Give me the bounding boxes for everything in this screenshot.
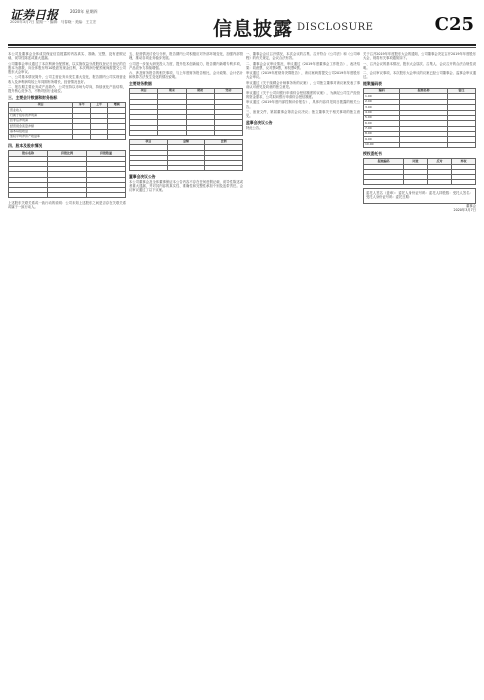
table-cell — [87, 193, 126, 198]
paragraph: 特此公告。 — [246, 125, 263, 130]
table-cell — [205, 166, 243, 171]
table-cell — [403, 180, 427, 185]
table-header-cell: 期末 — [158, 89, 186, 94]
table-cell: 6.00 — [364, 121, 400, 126]
table-cell: 10.00 — [364, 142, 400, 147]
section-heading: 提案编码表 — [363, 81, 382, 87]
table-header-cell: 股东名称 — [9, 151, 48, 156]
paragraph: 关于召开2019年年度股东大会的通知，公司董事会决定召开2019年年度股东大会，现将有关事项通知如下。 — [363, 52, 476, 61]
paragraph: 公司董事会审议通过了本次利润分配预案，以实施权益分派股权登记日登记的总股本为基数，向全体股东每10股派发现金红利，本次利润分配预案尚需提交公司股东大会审议。 — [8, 61, 126, 74]
paragraph: 审议通过《关于公司向银行申请综合授信额度的议案》，为满足公司生产经营的资金需求，公司拟向银行申请综合授信额度。 — [246, 90, 360, 99]
financial-table — [8, 102, 126, 141]
proposal-table — [363, 88, 476, 148]
paragraph: 审议通过《2019年度财务决算报告》，该议案尚需提交公司2019年年度股东大会审议。 — [246, 71, 360, 80]
table-row — [130, 166, 243, 171]
table-row — [364, 142, 476, 147]
table-cell: 经营现金流量净额 — [9, 124, 73, 129]
paragraph: 审议通过《2019年度内部控制评价报告》，具体内容详见同日披露的相关公告。 — [246, 100, 360, 109]
shareholder-table — [8, 150, 126, 198]
paragraph: 审议通过《关于续聘会计师事务所的议案》，公司独立董事对该议案发表了事前认可意见及同意的独立意见。 — [246, 81, 360, 90]
section-heading: 监事会决议公告 — [246, 119, 273, 125]
table-cell — [130, 130, 158, 135]
table-header-cell: 同意 — [403, 159, 427, 164]
masthead-rule-thin — [8, 47, 476, 48]
table-row — [130, 130, 243, 135]
financial-table — [129, 88, 243, 136]
column-4 — [363, 52, 476, 692]
table-cell — [427, 180, 451, 185]
table-row — [9, 135, 126, 140]
table-cell — [130, 166, 168, 171]
table-header-cell: 提案编码 — [364, 159, 404, 164]
financial-table — [129, 139, 243, 171]
table-cell — [451, 180, 475, 185]
table-header-cell: 增减 — [108, 102, 126, 107]
paragraph: 一、召开会议的基本情况，股东大会届次、召集人、会议召开的合法合规性说明。 — [363, 61, 476, 70]
signature-date: 2020年3月7日 — [453, 208, 476, 213]
table-header-cell: 期初 — [186, 89, 214, 94]
table-header-cell: 项目 — [130, 89, 158, 94]
edition-label: 2020年 星期四 — [70, 9, 98, 14]
proxy-vote-table — [363, 158, 476, 185]
table-header-cell: 比例 — [205, 139, 243, 144]
section-heading: 三、主要会计数据和财务指标 — [8, 94, 58, 100]
table-cell: 营业收入 — [9, 108, 73, 113]
section-heading: 授权委托书 — [363, 151, 382, 157]
column-3 — [246, 52, 360, 692]
table-cell: 基本每股收益 — [9, 129, 73, 134]
page-number: C25 — [434, 14, 474, 35]
table-header-cell: 持股比例 — [48, 151, 87, 156]
table-cell — [9, 193, 48, 198]
section-heading: 董事会决议公告 — [129, 174, 156, 180]
paragraph: 一、董事会会议召开情况，本次会议的召集、召开符合《公司法》和《公司章程》的有关规定，会议合法有效。 — [246, 52, 360, 61]
section-title: 信息披露 — [213, 18, 294, 40]
table-cell: 加权平均净资产收益率 — [9, 135, 73, 140]
table-cell: 8.00 — [364, 132, 400, 137]
section-heading: 四、股本及股东情况 — [8, 143, 43, 149]
column-1 — [8, 52, 126, 692]
table-header-cell: 项目 — [130, 139, 168, 144]
section-heading: 主要财务数据 — [129, 81, 152, 87]
table-cell: 7.00 — [364, 126, 400, 131]
paragraph: 二、董事会会议审议情况，审议通过《2019年度董事会工作报告》，表决结果：同意票，反对票0票，弃权票0票。 — [246, 61, 360, 70]
table-header-cell: 变动 — [214, 89, 242, 94]
table-cell — [447, 142, 475, 147]
paragraph: 一、公司基本情况简介，公司主营业务未发生重大变化，报告期内公司实现营业收入及净利润均较上年同期有所增长，经营情况良好。 — [8, 75, 126, 84]
table-row — [364, 180, 476, 185]
table-cell — [158, 130, 186, 135]
table-header-cell: 持股数量 — [87, 151, 126, 156]
table-header-cell: 本年 — [73, 102, 91, 107]
table-cell: 4.00 — [364, 110, 400, 115]
paragraph: 五、经营情况讨论与分析，报告期内公司积极应对外部环境变化，加强内部管理，推动各项业务稳步发展。 — [129, 52, 243, 61]
table-header-cell: 提案名称 — [400, 89, 447, 94]
paragraph: 六、涉及财务报告的相关事项，与上年度财务报告相比，会计政策、会计估计和核算方法发生变化的情况说明。 — [129, 71, 243, 80]
table-cell — [186, 130, 214, 135]
table-cell: 归属于股东的净利润 — [9, 113, 73, 118]
newspaper-logo: 证券日报 — [10, 8, 59, 22]
table-cell: 1.00 — [364, 94, 400, 99]
table-cell: 2.00 — [364, 99, 400, 104]
table-cell — [90, 135, 108, 140]
paragraph: 二、报告期主要业务或产品简介，公司坚持以市场为导向，持续优化产品结构，提升核心竞争力，不断巩固行业地位。 — [8, 85, 126, 94]
table-cell — [73, 135, 91, 140]
paragraph: 本公司及董事会全体成员保证信息披露的内容真实、准确、完整，没有虚假记载、误导性陈述或重大遗漏。 — [8, 52, 126, 61]
table-cell: 5.00 — [364, 115, 400, 120]
table-cell — [400, 142, 447, 147]
table-cell — [364, 180, 404, 185]
table-header-cell: 弃权 — [451, 159, 475, 164]
paragraph: 上述股东关联关系或一致行动的说明：公司未知上述股东之间是否存在关联关系或属于一致行动人。 — [8, 201, 126, 210]
paragraph: 本公司董事会及全体董事保证本公告内容不存在任何虚假记载、误导性陈述或者重大遗漏，并对其内容的真实性、准确性和完整性承担个别及连带责任。会议审议通过了以下议案。 — [129, 180, 243, 193]
table-header-cell: 编码 — [364, 89, 400, 94]
paragraph: 二、会议审议事项，本次股东大会审议的议案已经公司董事会、监事会审议通过。 — [363, 71, 476, 80]
table-cell: 扣非后净利润 — [9, 118, 73, 123]
table-header-cell: 上年 — [90, 102, 108, 107]
section-title-english: DISCLOSURE — [297, 22, 374, 33]
table-header-cell: 项目 — [9, 102, 73, 107]
table-header-cell: 反对 — [427, 159, 451, 164]
signature-line: 董事会 — [466, 204, 476, 208]
table-cell — [108, 135, 126, 140]
table-header-cell: 备注 — [447, 89, 475, 94]
paragraph: 公司进一步加大研发投入力度，提升技术创新能力，报告期内新增专利多项，产品竞争力持续增强。 — [129, 61, 243, 70]
table-cell: 9.00 — [364, 137, 400, 142]
masthead-rule — [8, 44, 476, 46]
table-cell — [48, 193, 87, 198]
dateline: 2020年3月7日 星期一 · 编辑：马春晓 · 美编：王立宏 — [10, 20, 97, 24]
table-cell — [214, 130, 242, 135]
table-cell: 3.00 — [364, 105, 400, 110]
paragraph: 三、备查文件，第届董事会第次会议决议；独立董事关于相关事项的独立意见。 — [246, 110, 360, 119]
proxy-signature-box — [363, 188, 476, 204]
column-2 — [129, 52, 243, 692]
table-row — [9, 193, 126, 198]
table-cell — [167, 166, 205, 171]
table-header-cell: 金额 — [167, 139, 205, 144]
paragraph: 委托人签名（盖章）：委托人身份证号码：委托人持股数：受托人签名：受托人身份证号码：委托日期： — [366, 191, 473, 200]
